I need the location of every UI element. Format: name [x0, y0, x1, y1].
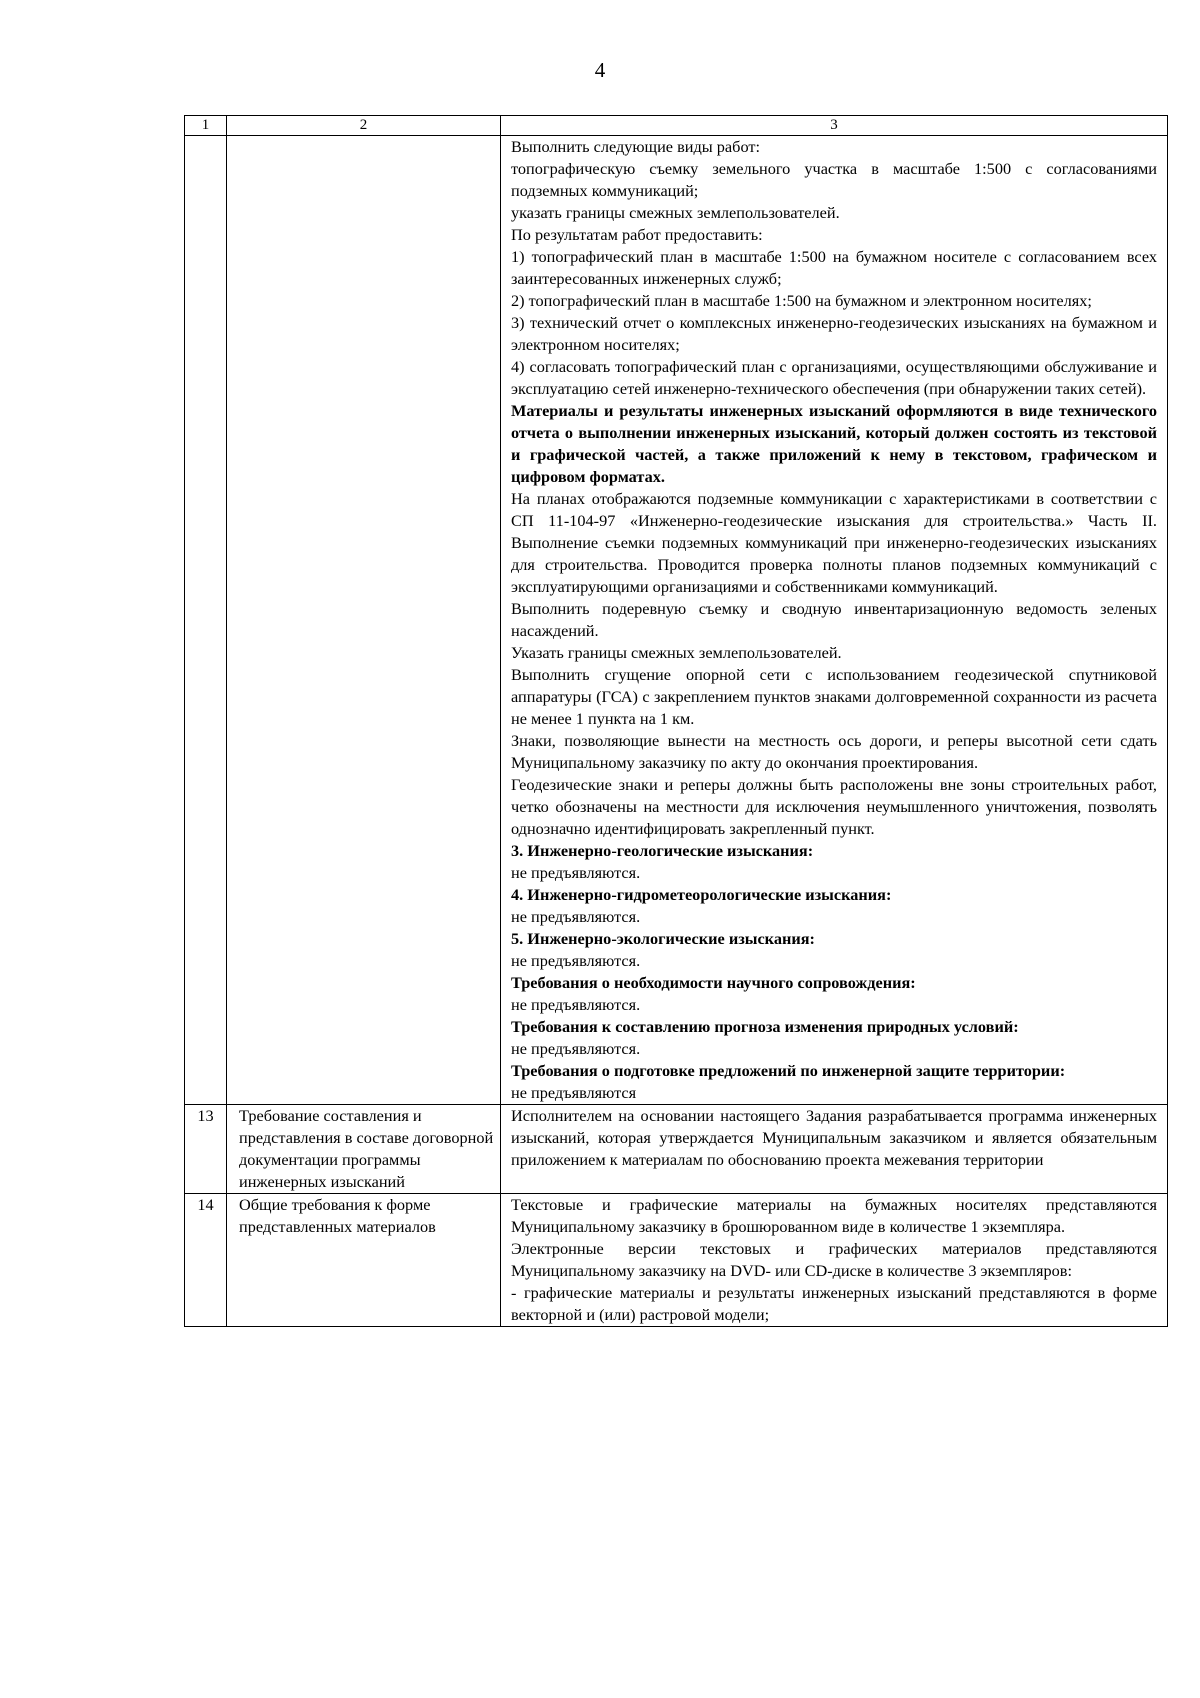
content-paragraph: не предъявляются.: [511, 907, 641, 926]
content-paragraph: Знаки, позволяющие вынести на местность ось дороги, и реперы высотной сети сдать Муниципальному заказчику по акту до окончания проектирования.: [511, 731, 1157, 772]
content-paragraph: Требования о подготовке предложений по инженерной защите территории:: [511, 1061, 1066, 1080]
content-paragraph: 1) топографический план в масштабе 1:500 на бумажном носителе с согласованием всех заинтересованных инженерных служб;: [511, 247, 1157, 288]
content-paragraph: Требования о необходимости научного сопровождения:: [511, 973, 916, 992]
content-paragraph: - графические материалы и результаты инженерных изысканий представляются в форме векторной и (или) растровой модели;: [511, 1283, 1157, 1324]
content-paragraph: Электронные версии текстовых и графических материалов представляются Муниципальному заказчику на DVD- или CD-диске в количестве 3 экземпляров:: [511, 1239, 1157, 1280]
content-paragraph: Исполнителем на основании настоящего Задания разрабатывается программа инженерных изысканий, которая утверждается Муниципальным заказчиком и является обязательным приложением к материалам по обоснованию проекта межевания территории: [511, 1106, 1157, 1169]
content-paragraph: Выполнить следующие виды работ:: [511, 137, 761, 156]
row-requirement: Общие требования к форме представленных материалов: [227, 1194, 501, 1327]
column-header-2: 2: [227, 116, 501, 136]
content-paragraph: Выполнить сгущение опорной сети с использованием геодезической спутниковой аппаратуры (ГСА) с закреплением пунктов знаками долговременной сохранности из расчета не менее 1 пункта на 1 км.: [511, 665, 1157, 728]
page-number: 4: [594, 58, 606, 82]
content-paragraph: не предъявляются.: [511, 1039, 641, 1058]
column-header-1: 1: [185, 116, 227, 136]
row-content: [501, 136, 1168, 1105]
content-paragraph: По результатам работ предоставить:: [511, 225, 763, 244]
content-paragraph: указать границы смежных землепользователей.: [511, 203, 840, 222]
content-paragraph: не предъявляются.: [511, 995, 641, 1014]
row-number: 14: [185, 1194, 227, 1327]
content-paragraph: Указать границы смежных землепользователей.: [511, 643, 842, 662]
content-paragraph: топографическую съемку земельного участка в масштабе 1:500 с согласованиями подземных коммуникаций;: [511, 159, 1157, 200]
content-paragraph: Требования к составлению прогноза изменения природных условий:: [511, 1017, 1019, 1036]
column-header-3: 3: [501, 116, 1168, 136]
content-paragraph: 3. Инженерно-геологические изыскания:: [511, 841, 814, 860]
content-paragraph: На планах отображаются подземные коммуникации с характеристиками в соответствии с СП 11-104-97 «Инженерно-геодезические изыскания для строительства.» Часть II. Выполнение съемки подземных коммуникаций при инженерно-геодезических изысканиях для строительства. Проводится проверка полноты планов подземных коммуникаций с эксплуатирующими организациями и собственниками коммуникаций.: [511, 489, 1157, 596]
content-paragraph: не предъявляются.: [511, 951, 641, 970]
table-row-13: [185, 1105, 1168, 1194]
row-content: [501, 1105, 1168, 1194]
row-requirement: [227, 136, 501, 1105]
content-paragraph: не предъявляются: [511, 1083, 637, 1102]
row-number: [185, 136, 227, 1105]
content-paragraph: 3) технический отчет о комплексных инженерно-геодезических изысканиях на бумажном и электронном носителях;: [511, 313, 1157, 354]
content-paragraph: Геодезические знаки и реперы должны быть расположены вне зоны строительных работ, четко обозначены на местности для исключения неумышленного уничтожения, позволять однозначно идентифицировать закрепленный пункт.: [511, 775, 1157, 838]
content-paragraph: Текстовые и графические материалы на бумажных носителях представляются Муниципальному заказчику в брошюрованном виде в количестве 1 экземпляра.: [511, 1195, 1157, 1236]
row-number: 13: [185, 1105, 227, 1194]
table-row-14: [185, 1194, 1168, 1327]
content-paragraph: 4) согласовать топографический план с организациями, осуществляющими обслуживание и эксплуатацию сетей инженерно-технического обеспечения (при обнаружении таких сетей).: [511, 357, 1157, 398]
content-paragraph: 4. Инженерно-гидрометеорологические изыскания:: [511, 885, 892, 904]
content-paragraph: Выполнить подеревную съемку и сводную инвентаризационную ведомость зеленых насаждений.: [511, 599, 1157, 640]
row-requirement: Требование составления и представления в составе договорной документации программы инженерных изысканий: [227, 1105, 501, 1194]
table-row-continued: [185, 136, 1168, 1105]
content-paragraph: Материалы и результаты инженерных изысканий оформляются в виде технического отчета о выполнении инженерных изысканий, который должен состоять из текстовой и графической частей, а также приложений к нему в текстовом, графическом и цифровом форматах.: [511, 401, 1157, 486]
content-paragraph: 5. Инженерно-экологические изыскания:: [511, 929, 815, 948]
requirements-table: [184, 115, 1168, 1327]
table-header-row: [185, 116, 1168, 136]
content-paragraph: 2) топографический план в масштабе 1:500 на бумажном и электронном носителях;: [511, 291, 1092, 310]
content-paragraph: не предъявляются.: [511, 863, 641, 882]
row-content: [501, 1194, 1168, 1327]
